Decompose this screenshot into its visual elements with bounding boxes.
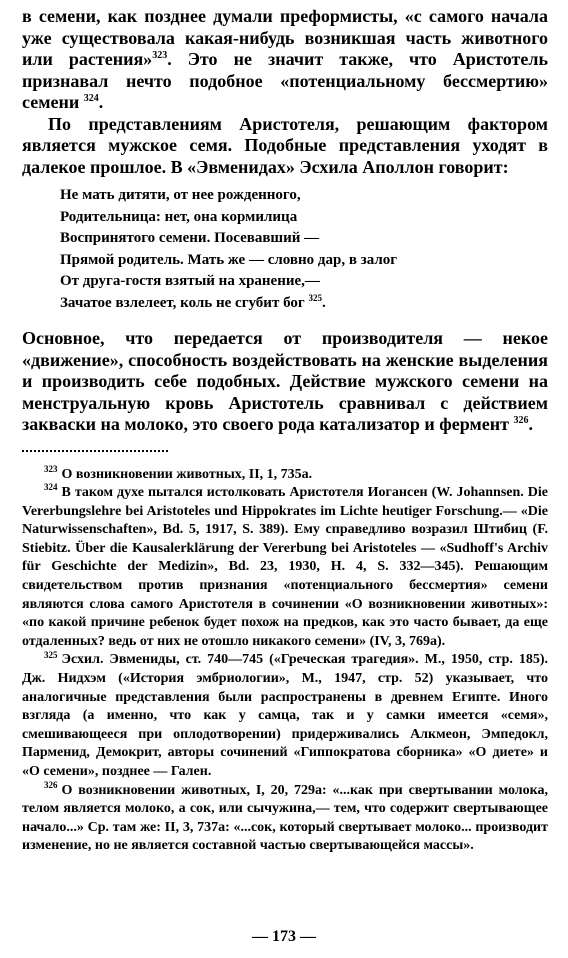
- paragraph-1-text-2: . Это не значит также, что Аристотель признавал нечто подобное «потенциальному бессмертию» семени: [22, 49, 548, 112]
- footnote-number: 324: [44, 482, 58, 493]
- footnote-text: О возникновении животных, I, 20, 729а: «...как при свертывании молока, телом является молоко, а сок, или сычужина,— тем, что содержит свертывающее начало...» Ср. там же: II, 3, 737а: «...сок, который свертывает молоко... производит изменение, но не является составной частью свертывающейся массы».: [22, 782, 548, 854]
- paragraph-1-text: в семени, как позднее думали преформисты, «с самого начала уже существовала какая-нибудь возникшая часть животного или растения»: [22, 6, 548, 69]
- poem-line-end: .: [321, 294, 326, 311]
- poem-line: От друга-гостя взятый на хранение,—: [60, 273, 320, 289]
- poem-line: Прямой родитель. Мать же — словно дар, в залог: [60, 251, 398, 268]
- page-content: [22, 6, 548, 856]
- footnote-ref-326[interactable]: 326: [513, 415, 529, 426]
- poem-line: Не мать дитяти, от нее рожденного,: [60, 187, 301, 203]
- footnote-ref-324[interactable]: 324: [83, 93, 99, 104]
- footnote-326: [22, 779, 548, 856]
- footnote-ref-325[interactable]: 325: [308, 292, 322, 303]
- footnote-text: В таком духе пытался истолковать Аристотеля Иогансен (W. Johannsen. Die Vererbungslehre bei Aristoteles und Hippokrates im Lichte heutiger Forschung.— «Die Naturwissenschaften», Bd. 5, 1917, S. 389). Ему справедливо возразил Штибиц (F. Stiebitz. Über die Kausalerklärung der Vererbung bei Aristoteles — «Sudhoff's Archiv für Geschichte der Medizin», Bd. 23, 1930, H. 4, S. 332—345). Решающим свидетельством против признания «потенциального бессмертия» семени являются слова самого Аристотеля в сочинении «О возникновении животных»: «по какой причине ребенок будет похож на предков, как это часто бывает, да еще отдаленных? ведь от них не отошло никакого семени» (IV, 3, 769а).: [22, 485, 548, 649]
- paragraph-3-end: .: [528, 414, 533, 434]
- paragraph-3-text: Основное, что передается от производителя — некое «движение», способность воздействовать на женские выделения и производить себе подобных. Действие мужского семени на менструальную кровь Аристотель сравнивал с действием закваски на молоко, это своего рода катализатор и фермент: [22, 328, 548, 434]
- paragraph-3: [22, 328, 548, 436]
- footnote-text: О возникновении животных, II, 1, 735а.: [61, 466, 313, 482]
- poem-line: Родительница: нет, она кормилица: [60, 208, 298, 225]
- footnote-divider: [22, 450, 168, 452]
- footnote-324: [22, 484, 548, 651]
- poem-line: [60, 293, 548, 315]
- footnote-325: [22, 651, 548, 781]
- paragraph-1-end: .: [98, 92, 104, 112]
- footnote-number: 323: [44, 463, 58, 474]
- footnote-323: [22, 463, 548, 485]
- page-number: — 173 —: [252, 928, 316, 945]
- poem-line: Воспринятого семени. Посевавший —: [60, 230, 320, 246]
- footnote-number: 325: [44, 649, 58, 660]
- poem-quote: [60, 185, 548, 314]
- footnote-text: Эсхил. Эвмениды, ст. 740—745 («Греческая трагедия». М., 1950, стр. 185). Дж. Нидхэм («История эмбриологии», М., 1947, стр. 52) указывает, что аналогичные представления были распространены в древнем Египте. Иного взгляда (а именно, что как у самца, так и у самки имеется «семя», смешивающееся при оплодотворении) придерживались Алкмеон, Эмпедокл, Парменид, Демокрит, авторы сочинений «Гиппократова сборника» «О диете» и «О семени», позднее — Гален.: [22, 652, 548, 779]
- poem-line-text: Зачатое взлелеет, коль не сгубит бог: [60, 294, 305, 311]
- paragraph-1: [22, 6, 548, 114]
- paragraph-2: По представлениям Аристотеля, решающим фактором является мужское семя. Подобные представления уходят в далекое прошлое. В «Эвменидах» Эсхила Аполлон говорит:: [22, 113, 548, 177]
- footnote-number: 326: [44, 779, 58, 790]
- footnote-ref-323[interactable]: 323: [152, 50, 168, 61]
